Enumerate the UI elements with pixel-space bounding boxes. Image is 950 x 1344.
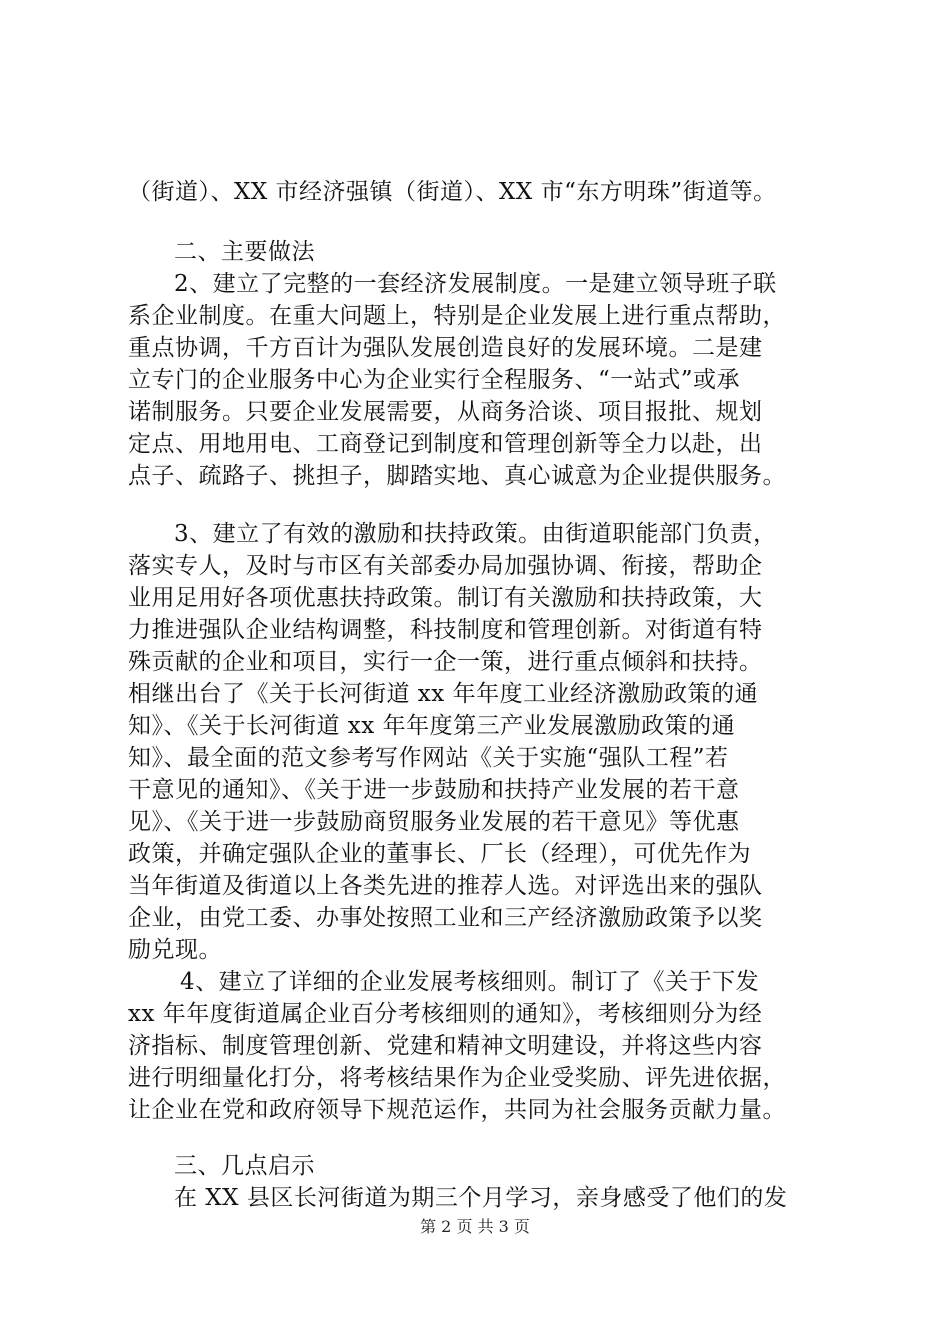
text-line-13: 力推进强队企业结构调整，科技制度和管理创新。对街道有特 (128, 617, 763, 643)
text-line-8: 定点、用地用电、工商登记到制度和管理创新等全力以赴，出 (128, 431, 763, 457)
text-line-3: 2、建立了完整的一套经济发展制度。一是建立领导班子联 (174, 271, 777, 297)
text-line-7: 诺制服务。只要企业发展需要，从商务洽谈、项目报批、规划 (128, 399, 763, 425)
text-line-16: 知》、《关于长河街道 xx 年年度第三产业发展激励政策的通 (128, 713, 736, 739)
section-heading-2: 二、主要做法 (174, 239, 315, 265)
text-line-20: 政策，并确定强队企业的董事长、厂长（经理），可优先作为 (128, 841, 751, 867)
text-line-1: （街道）、XX 市经济强镇（街道）、XX 市“东方明珠”街道等。 (128, 179, 777, 205)
text-line-14: 殊贡献的企业和项目，实行一企一策，进行重点倾斜和扶持。 (128, 649, 763, 675)
text-line-21: 当年街道及街道以上各类先进的推荐人选。对评选出来的强队 (128, 873, 763, 899)
text-line-26: 济指标、制度管理创新、党建和精神文明建设，并将这些内容 (128, 1033, 763, 1059)
section-heading-3: 三、几点启示 (174, 1153, 315, 1179)
text-line-10: 3、建立了有效的激励和扶持政策。由街道职能部门负责， (174, 521, 777, 547)
text-line-15: 相继出台了《关于长河街道 xx 年年度工业经济激励政策的通 (128, 681, 759, 707)
text-line-11: 落实专人，及时与市区有关部委办局加强协调、衔接，帮助企 (128, 553, 763, 579)
text-line-4: 系企业制度。在重大问题上，特别是企业发展上进行重点帮助， (128, 303, 786, 329)
text-line-5: 重点协调，千方百计为强队发展创造良好的发展环境。二是建 (128, 335, 763, 361)
text-line-28: 让企业在党和政府领导下规范运作，共同为社会服务贡献力量。 (128, 1097, 786, 1123)
text-line-6: 立专门的企业服务中心为企业实行全程服务、“一站式”或承 (128, 367, 741, 393)
text-line-22: 企业，由党工委、办事处按照工业和三产经济激励政策予以奖 (128, 905, 763, 931)
text-line-18: 干意见的通知》、《关于进一步鼓励和扶持产业发展的若干意 (128, 777, 740, 803)
text-line-30: 在 XX 县区长河街道为期三个月学习，亲身感受了他们的发 (174, 1185, 788, 1211)
text-line-27: 进行明细量化打分，将考核结果作为企业受奖励、评先进依据， (128, 1065, 786, 1091)
text-line-9: 点子、疏路子、挑担子，脚踏实地、真心诚意为企业提供服务。 (128, 463, 786, 489)
text-line-25: xx 年年度街道属企业百分考核细则的通知》，考核细则分为经 (128, 1001, 763, 1027)
text-line-17: 知》、最全面的范文参考写作网站《关于实施“强队工程”若 (128, 745, 729, 771)
text-line-19: 见》、《关于进一步鼓励商贸服务业发展的若干意见》等优惠 (128, 809, 740, 835)
text-line-23: 励兑现。 (128, 937, 222, 963)
page-footer: 第 2 页 共 3 页 (420, 1217, 530, 1236)
text-line-12: 业用足用好各项优惠扶持政策。制订有关激励和扶持政策，大 (128, 585, 763, 611)
text-line-24: 4、建立了详细的企业发展考核细则。制订了《关于下发 (180, 969, 760, 995)
